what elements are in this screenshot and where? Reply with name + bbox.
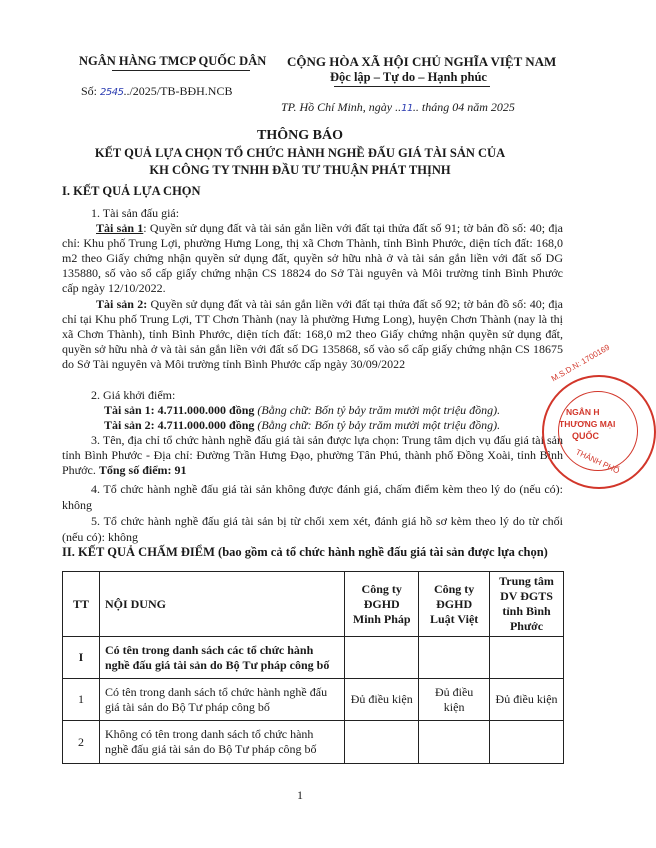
row-content: Có tên trong danh sách tổ chức hành nghề đấu giá tài sản do Bộ Tư pháp công bố <box>99 679 344 721</box>
th-trung-tam: Trung tâm DV ĐGTS tỉnh Bình Phước <box>490 572 564 637</box>
asset-2-paragraph <box>62 297 563 372</box>
th-luat-viet: Công ty ĐGHD Luật Việt <box>419 572 490 637</box>
motto-underline <box>334 86 490 87</box>
section-2-heading: II. KẾT QUẢ CHẤM ĐIỂM (bao gồm cả tổ chức hành nghề đấu giá tài sản được lựa chọn) <box>62 545 548 559</box>
asset-2-text: Quyền sử dụng đất và tài sản gắn liền với đất tại thửa đất số 92; tờ bản đồ số: 40; địa chỉ tại Khu phố Trung Lợi, TT Chơn Thành (nay là phường Hưng Long), huyện Chơn Thành (nay là thị xã Chơn Thành), tỉnh Bình Phước, diện tích đất: 168,0 m2 theo Giấy chứng nhận quyền sử dụng đất, quyền sở hữu nhà ở và tài sản gắn liền với đất số DG 135868, số vào sổ cấp giấy chứng nhận CS 18675 do Sở Tài nguyên và Môi trường tỉnh Bình Phước cấp ngày 30/09/2022 <box>62 297 563 371</box>
doc-number-prefix: Số: <box>81 84 101 98</box>
item-2-label: 2. Giá khởi điểm: <box>91 388 176 402</box>
row-c3 <box>490 721 564 764</box>
doc-number-suffix: ../2025/TB-BĐH.NCB <box>123 84 233 98</box>
row-tt: I <box>63 637 100 679</box>
date-prefix: TP. Hồ Chí Minh, ngày .. <box>281 100 402 114</box>
row-c2: Đủ điều kiện <box>419 679 490 721</box>
row-c3: Đủ điều kiện <box>490 679 564 721</box>
row-c1: Đủ điều kiện <box>345 679 419 721</box>
nation-motto: Độc lập – Tự do – Hạnh phúc <box>330 70 487 84</box>
price-1-words: (Bằng chữ: Bốn tỷ bảy trăm mười một triệu đồng). <box>254 403 501 417</box>
item-4-paragraph: 4. Tổ chức hành nghề đấu giá tài sản không được đánh giá, chấm điểm kèm theo lý do (nếu có): không <box>62 482 563 512</box>
score-table <box>62 571 564 764</box>
asset-1-paragraph <box>62 221 563 296</box>
th-minh-phap: Công ty ĐGHD Minh Pháp <box>345 572 419 637</box>
date-suffix: .. tháng 04 năm 2025 <box>412 100 515 114</box>
seal-bottom-text: THÀNH PHỐ <box>574 447 621 476</box>
item-3-text: 3. Tên, địa chỉ tổ chức hành nghề đấu giá tài sản được lựa chọn: Trung tâm dịch vụ đấu giá tài sản tỉnh Bình Phước - Địa chỉ: Đường Trần Hưng Đạo, phường Tân Phú, thành phố Đồng Xoài, tỉnh Bình Phước. <box>62 433 563 477</box>
th-content: NỘI DUNG <box>99 572 344 637</box>
page-title: THÔNG BÁO <box>257 128 343 143</box>
asset-1-label: Tài sản 1 <box>96 221 144 235</box>
bank-underline <box>112 70 250 71</box>
title-line-1: KẾT QUẢ LỰA CHỌN TỔ CHỨC HÀNH NGHỀ ĐẤU GIÁ TÀI SẢN CỦA <box>94 146 506 160</box>
document-number <box>81 84 232 99</box>
row-c2 <box>419 721 490 764</box>
item-5-paragraph: 5. Tổ chức hành nghề đấu giá tài sản bị từ chối xem xét, đánh giá hồ sơ kèm theo lý do từ chối (nếu có): không <box>62 514 563 544</box>
price-1 <box>104 403 574 418</box>
seal-line-2: THƯƠNG MẠI <box>559 419 616 429</box>
asset-1-text: : Quyền sử dụng đất và tài sản gắn liền với đất tại thửa đất số 91; tờ bản đồ số: 40; địa chỉ: Khu phố Trung Lợi, phường Hưng Long, thị xã Chơn Thành, tỉnh Bình Phước, diện tích đất: 168,0 m2 theo Giấy chứng nhận quyền sử dụng đất, quyền sở hữu nhà ở và tài sản gắn liền với đất số DG 135880, số vào sổ cấp giấy chứng nhận CS 18824 do Sở Tài nguyên và Môi trường tỉnh Bình Phước cấp ngày 12/10/2022. <box>62 221 563 295</box>
seal-top-text: M.S.D.N: 1700169 <box>549 342 612 384</box>
row-content: Không có tên trong danh sách tổ chức hành nghề đấu giá tài sản do Bộ Tư pháp công bố <box>99 721 344 764</box>
table-row <box>63 637 564 679</box>
page-number: 1 <box>297 788 303 802</box>
seal-line-3: QUỐC <box>572 431 599 441</box>
price-2-words: (Bằng chữ: Bốn tỷ bảy trăm mười một triệu đồng). <box>254 418 501 432</box>
issue-date <box>281 100 515 115</box>
row-tt: 1 <box>63 679 100 721</box>
price-2-amount: Tài sản 2: 4.711.000.000 đồng <box>104 418 255 432</box>
row-content: Có tên trong danh sách các tổ chức hành nghề đấu giá tài sản do Bộ Tư pháp công bố <box>99 637 344 679</box>
company-seal <box>542 342 656 489</box>
row-c1 <box>345 637 419 679</box>
table-header-row <box>63 572 564 637</box>
row-c2 <box>419 637 490 679</box>
th-tt: TT <box>63 572 100 637</box>
table-row <box>63 679 564 721</box>
row-c1 <box>345 721 419 764</box>
asset-2-label: Tài sản 2: <box>96 297 148 311</box>
price-1-amount: Tài sản 1: 4.711.000.000 đồng <box>104 403 255 417</box>
bank-name: NGÂN HÀNG TMCP QUỐC DÂN <box>79 54 267 68</box>
item-1-label: 1. Tài sản đấu giá: <box>91 206 180 220</box>
nation-title: CỘNG HÒA XÃ HỘI CHỦ NGHĨA VIỆT NAM <box>287 54 557 69</box>
item-3-score: Tổng số điểm: 91 <box>98 463 187 477</box>
date-day-handwritten: 11 <box>401 103 413 114</box>
price-2 <box>104 418 574 433</box>
seal-line-1: NGÂN H <box>566 407 600 417</box>
table-row <box>63 721 564 764</box>
title-line-2: KH CÔNG TY TNHH ĐẦU TƯ THUẬN PHÁT THỊNH <box>149 163 451 177</box>
section-1-heading: I. KẾT QUẢ LỰA CHỌN <box>62 184 201 198</box>
row-tt: 2 <box>63 721 100 764</box>
item-3-paragraph <box>62 433 563 478</box>
row-c3 <box>490 637 564 679</box>
doc-number-handwritten: 2545 <box>100 87 124 98</box>
